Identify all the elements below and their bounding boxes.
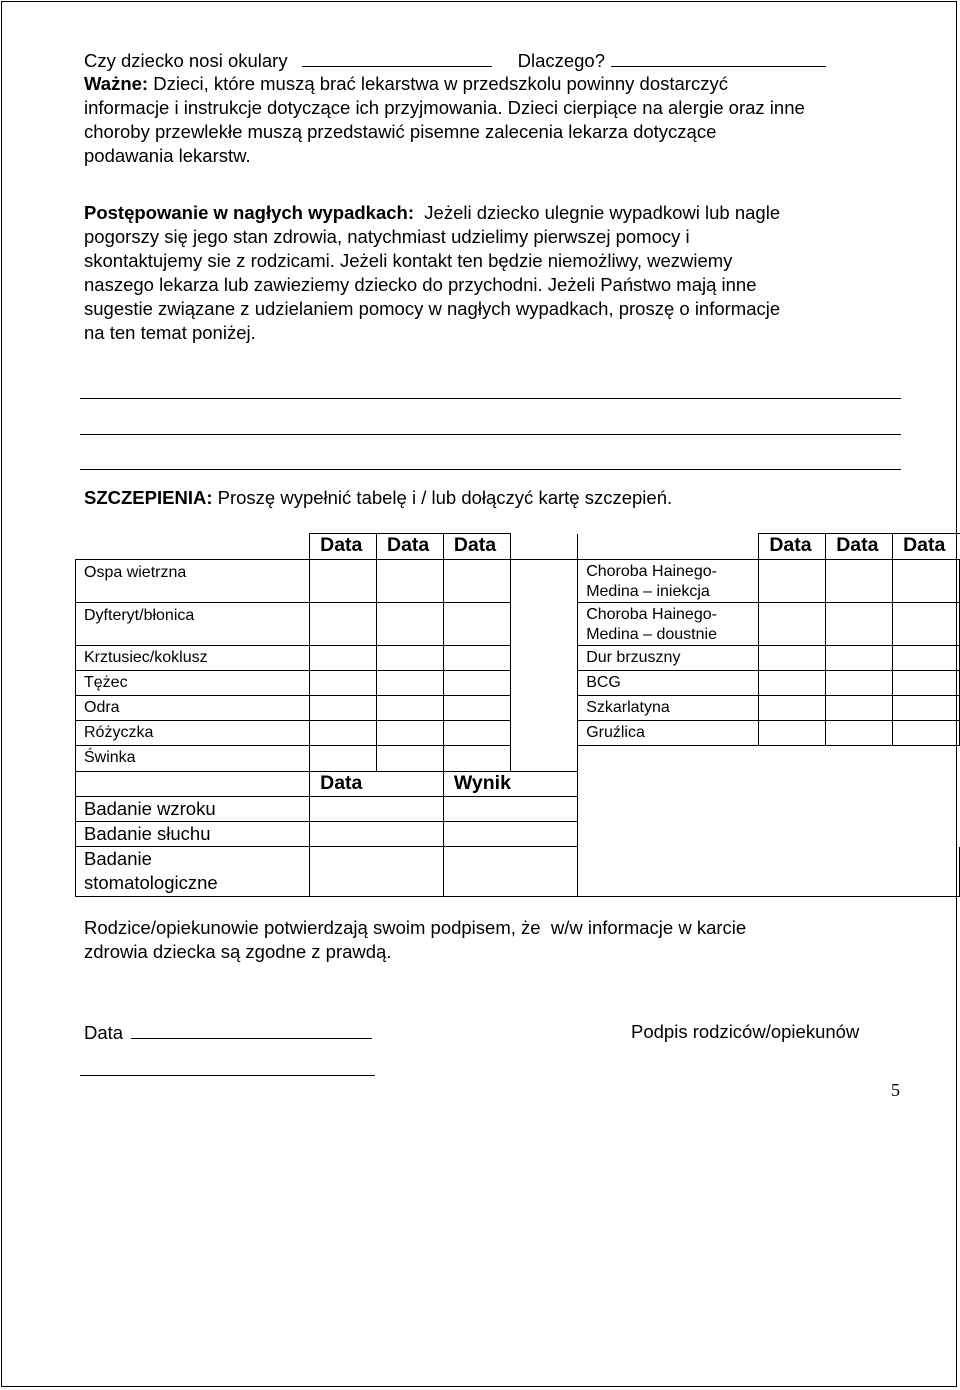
confirmation-paragraph [84,916,746,964]
date-cell[interactable] [443,603,510,646]
date-header-4: Data [759,534,826,560]
exam-date-header: Data [310,772,444,797]
emergency-line-4: naszego lekarza lub zawieziemy dziecko do przychodni. Jeżeli Państwo mają inne [84,274,757,295]
table-row [76,721,960,746]
exam-date-cell[interactable] [310,847,444,897]
exam-blank-right [578,847,960,897]
date-cell[interactable] [826,646,893,671]
glasses-question-line [84,48,826,73]
date-cell[interactable] [893,560,960,603]
date-cell[interactable] [310,646,377,671]
date-cell[interactable] [893,671,960,696]
exam-date-cell[interactable] [310,797,444,822]
date-cell[interactable] [376,671,443,696]
table-row [76,671,960,696]
gap-cell [510,603,577,646]
date-header-1: Data [310,534,377,560]
date-header-6: Data [893,534,960,560]
date-cell[interactable] [376,746,443,772]
date-cell[interactable] [310,671,377,696]
date-header-3: Data [443,534,510,560]
date-cell[interactable] [376,560,443,603]
medicine-text-2: informacje i instrukcje dotyczące ich przyjmowania. Dzieci cierpiące na alergie oraz inne [84,97,805,118]
gap-cell [510,560,577,603]
vaccinations-label: SZCZEPIENIA: [84,487,213,508]
emergency-line-6: na ten temat poniżej. [84,322,256,343]
table-row [76,646,960,671]
exam-blank-right [578,822,960,847]
vaccine-name-right: Szkarlatyna [578,696,759,721]
vaccinations-heading [84,486,672,510]
why-answer-blank[interactable] [611,48,826,67]
date-cell[interactable] [826,560,893,603]
exam-result-cell[interactable] [443,847,577,897]
vaccine-name-left: Dyfteryt/błonica [76,603,310,646]
medicine-text-1: Dzieci, które muszą brać lekarstwa w przedszkolu powinny dostarczyć [148,73,728,94]
date-cell[interactable] [443,671,510,696]
date-cell[interactable] [376,721,443,746]
date-cell[interactable] [443,560,510,603]
signature-date-row [84,1020,372,1045]
vaccine-name-left: Świnka [76,746,310,772]
emergency-label: Postępowanie w nagłych wypadkach: [84,202,415,223]
gap-cell [510,696,577,721]
page-number: 5 [891,1080,900,1100]
table-row [76,822,960,847]
table-row [76,560,960,603]
exam-date-cell[interactable] [310,822,444,847]
confirmation-line-2: zdrowia dziecka są zgodne z prawdą. [84,941,392,962]
table-row [76,696,960,721]
vaccine-name-right: BCG [578,671,759,696]
date-cell[interactable] [310,603,377,646]
date-cell[interactable] [759,721,826,746]
date-cell[interactable] [826,696,893,721]
vaccine-name-right: Gruźlica [578,721,759,746]
date-cell[interactable] [893,696,960,721]
table-row [76,746,960,772]
gap-cell [510,671,577,696]
vaccine-name-right: Dur brzuszny [578,646,759,671]
table-row [76,847,960,897]
vaccine-name-left: Różyczka [76,721,310,746]
gap-cell [510,646,577,671]
emergency-line-3: skontaktujemy sie z rodzicami. Jeżeli kontakt ten będzie niemożliwy, wezwiemy [84,250,733,271]
date-cell[interactable] [759,671,826,696]
date-cell[interactable] [893,603,960,646]
date-cell[interactable] [310,721,377,746]
confirmation-line-1: Rodzice/opiekunowie potwierdzają swoim podpisem, że w/w informacje w karcie [84,917,747,938]
emergency-line-2: pogorszy się jego stan zdrowia, natychmiast udzielimy pierwszej pomocy i [84,226,690,247]
vaccine-name-left: Tężec [76,671,310,696]
header-blank-left [76,534,310,560]
exam-result-cell[interactable] [443,797,577,822]
date-cell[interactable] [310,696,377,721]
date-header-2: Data [376,534,443,560]
date-header-5: Data [826,534,893,560]
date-cell[interactable] [443,746,510,772]
date-cell[interactable] [310,746,377,772]
exam-name: Badanie stomatologiczne [76,847,310,897]
gap-cell [510,721,577,746]
exam-name: Badanie wzroku [76,797,310,822]
emergency-answer-line-2[interactable] [80,434,901,435]
date-cell[interactable] [759,696,826,721]
emergency-answer-line-1[interactable] [80,398,901,399]
vaccine-name-left: Krztusiec/koklusz [76,646,310,671]
date-cell[interactable] [310,560,377,603]
date-cell[interactable] [376,696,443,721]
exam-name: Badanie słuchu [76,822,310,847]
exam-blank-right [578,772,960,797]
header-blank-right [578,534,759,560]
parents-signature-label: Podpis rodziców/opiekunów [631,1021,860,1042]
emergency-line-5: sugestie związane z udzielaniem pomocy w nagłych wypadkach, proszę o informacje [84,298,781,319]
date-cell[interactable] [759,603,826,646]
signature-date-label: Data [84,1022,124,1043]
medicine-paragraph [84,72,805,168]
exam-result-header: Wynik [443,772,577,797]
vaccine-name-left: Odra [76,696,310,721]
table-row [76,797,960,822]
date-cell[interactable] [376,603,443,646]
vaccine-name-right: Choroba Hainego- Medina – doustnie [578,603,759,646]
emergency-answer-line-3[interactable] [80,469,901,470]
date-cell[interactable] [893,646,960,671]
date-cell[interactable] [443,721,510,746]
date-cell[interactable] [443,646,510,671]
table-row [76,603,960,646]
header-gap [510,534,577,560]
exam-header-blank [76,772,310,797]
date-cell[interactable] [443,696,510,721]
empty-right-area [578,746,960,772]
emergency-paragraph [84,201,780,345]
parents-signature-line[interactable] [80,1075,375,1076]
why-label: Dlaczego? [517,50,606,71]
emergency-line-1: Jeżeli dziecko ulegnie wypadkowi lub nagle [414,202,781,223]
vaccine-name-left: Ospa wietrzna [76,560,310,603]
exam-header-row [76,772,960,797]
date-cell[interactable] [376,646,443,671]
date-cell[interactable] [826,671,893,696]
medicine-text-4: podawania lekarstw. [84,145,251,166]
gap-cell [510,746,577,772]
glasses-answer-blank[interactable] [302,48,492,67]
date-cell[interactable] [826,603,893,646]
vaccination-table [75,533,960,897]
glasses-question: Czy dziecko nosi okulary [84,50,288,71]
vaccinations-text: Proszę wypełnić tabelę i / lub dołączyć kartę szczepień. [212,487,673,508]
medicine-label: Ważne: [84,73,149,94]
date-cell[interactable] [826,721,893,746]
table-header-row [76,534,960,560]
date-cell[interactable] [893,721,960,746]
signature-date-blank[interactable] [131,1020,372,1039]
vaccine-name-right: Choroba Hainego- Medina – iniekcja [578,560,759,603]
medicine-text-3: choroby przewlekłe muszą przedstawić pisemne zalecenia lekarza dotyczące [84,121,717,142]
exam-blank-right [578,797,960,822]
date-cell[interactable] [759,646,826,671]
exam-result-cell[interactable] [443,822,577,847]
date-cell[interactable] [759,560,826,603]
